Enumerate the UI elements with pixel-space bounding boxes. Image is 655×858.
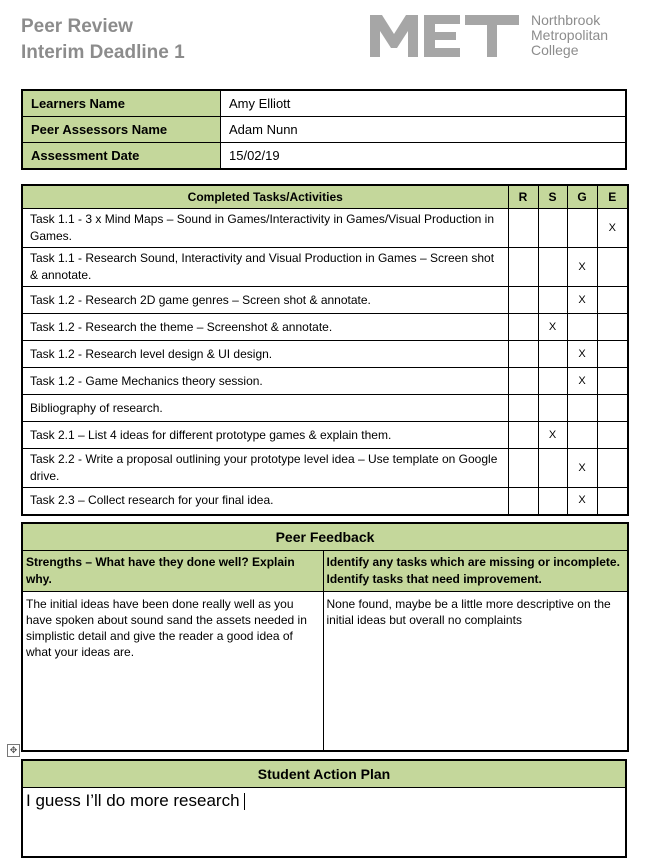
task-description[interactable]: Task 1.2 - Game Mechanics theory session. [22,368,508,395]
improvements-text[interactable]: None found, maybe be a little more descriptive on the initial ideas but overall no complaints [323,592,628,752]
grade-s-cell[interactable] [538,287,567,314]
move-icon[interactable]: ✥ [7,744,20,757]
text-cursor [244,793,245,810]
grade-e-cell[interactable]: X [597,209,628,248]
grade-r-cell[interactable] [508,314,538,341]
grade-r-cell[interactable] [508,422,538,449]
grade-s-cell[interactable]: X [538,314,567,341]
grade-s-cell[interactable] [538,341,567,368]
learners-name-value[interactable]: Amy Elliott [221,90,627,117]
grade-e-cell[interactable] [597,314,628,341]
peer-feedback-body-row [22,592,628,752]
grade-r-cell[interactable] [508,341,538,368]
improvements-heading-line-1: Identify any tasks which are missing or incomplete. [326,555,620,569]
grade-e-cell[interactable] [597,287,628,314]
tasks-table [21,184,629,516]
grade-r-cell[interactable] [508,248,538,287]
tasks-header-r: R [508,185,538,209]
tasks-header-row [22,185,628,209]
grade-s-cell[interactable] [538,368,567,395]
grade-r-cell[interactable] [508,395,538,422]
grade-g-cell[interactable] [567,422,597,449]
action-plan-header-row [22,760,626,788]
action-plan-table [21,759,627,858]
learner-info-table [21,89,627,170]
peer-feedback-header-row [22,523,628,551]
task-description[interactable]: Task 1.2 - Research 2D game genres – Screen shot & annotate. [22,287,508,314]
peer-assessor-row [22,117,626,143]
peer-feedback-subheader-row [22,551,628,592]
improvements-heading-line-2: Identify tasks that need improvement. [326,572,542,586]
task-description[interactable]: Task 1.2 - Research level design & UI design. [22,341,508,368]
grade-g-cell[interactable]: X [567,248,597,287]
college-name-line-3: College [531,42,579,58]
task-description[interactable]: Task 2.3 – Collect research for your final idea. [22,488,508,515]
grade-e-cell[interactable] [597,368,628,395]
action-plan-heading: Student Action Plan [22,760,626,788]
tasks-header-e: E [597,185,628,209]
grade-s-cell[interactable] [538,209,567,248]
tasks-header-s: S [538,185,567,209]
grade-r-cell[interactable] [508,368,538,395]
task-description[interactable]: Task 1.1 - Research Sound, Interactivity and Visual Production in Games – Screen shot & annotate. [22,248,508,287]
learners-name-label: Learners Name [22,90,221,117]
peer-assessor-label: Peer Assessors Name [22,117,221,143]
title-line-2: Interim Deadline 1 [21,42,185,63]
college-name [531,13,608,58]
grade-g-cell[interactable]: X [567,449,597,488]
task-row [22,341,628,368]
grade-g-cell[interactable]: X [567,368,597,395]
grade-s-cell[interactable] [538,488,567,515]
grade-r-cell[interactable] [508,449,538,488]
task-row [22,368,628,395]
task-row [22,488,628,515]
task-description[interactable]: Task 2.1 – List 4 ideas for different prototype games & explain them. [22,422,508,449]
grade-r-cell[interactable] [508,488,538,515]
task-row [22,395,628,422]
task-row [22,314,628,341]
grade-e-cell[interactable] [597,449,628,488]
action-plan-body-row [22,788,626,858]
grade-s-cell[interactable] [538,449,567,488]
assessment-date-row [22,143,626,170]
strengths-text[interactable]: The initial ideas have been done really well as you have spoken about sound sand the assets needed in simplistic detail and give the reader a good idea of what your ideas are. [22,592,323,752]
task-row [22,209,628,248]
action-plan-text[interactable]: I guess I’ll do more research [26,791,240,810]
tasks-header-g: G [567,185,597,209]
learners-name-row [22,90,626,117]
task-description[interactable]: Task 1.1 - 3 x Mind Maps – Sound in Games/Interactivity in Games/Visual Production in Games. [22,209,508,248]
page-title [21,14,185,66]
grade-e-cell[interactable] [597,341,628,368]
peer-feedback-table [21,522,629,752]
assessment-date-label: Assessment Date [22,143,221,170]
grade-e-cell[interactable] [597,488,628,515]
grade-g-cell[interactable] [567,209,597,248]
task-row [22,449,628,488]
grade-e-cell[interactable] [597,422,628,449]
assessment-date-value[interactable]: 15/02/19 [221,143,627,170]
task-description[interactable]: Task 1.2 - Research the theme – Screenshot & annotate. [22,314,508,341]
grade-g-cell[interactable] [567,314,597,341]
task-description[interactable]: Bibliography of research. [22,395,508,422]
grade-g-cell[interactable]: X [567,488,597,515]
grade-g-cell[interactable]: X [567,341,597,368]
grade-s-cell[interactable]: X [538,422,567,449]
strengths-heading: Strengths – What have they done well? Explain why. [22,551,323,592]
grade-s-cell[interactable] [538,395,567,422]
grade-g-cell[interactable]: X [567,287,597,314]
tasks-header-activity: Completed Tasks/Activities [22,185,508,209]
grade-r-cell[interactable] [508,287,538,314]
peer-feedback-heading: Peer Feedback [22,523,628,551]
improvements-heading [323,551,628,592]
task-description[interactable]: Task 2.2 - Write a proposal outlining your prototype level idea – Use template on Google drive. [22,449,508,488]
title-line-1: Peer Review [21,16,133,37]
college-name-line-2: Metropolitan [531,27,609,43]
grade-s-cell[interactable] [538,248,567,287]
action-plan-cell[interactable] [22,788,626,858]
grade-r-cell[interactable] [508,209,538,248]
grade-e-cell[interactable] [597,248,628,287]
task-row [22,422,628,449]
grade-e-cell[interactable] [597,395,628,422]
college-name-line-1: Northbrook [531,12,601,28]
task-row [22,287,628,314]
peer-assessor-value[interactable]: Adam Nunn [221,117,627,143]
task-row [22,248,628,287]
grade-g-cell[interactable] [567,395,597,422]
